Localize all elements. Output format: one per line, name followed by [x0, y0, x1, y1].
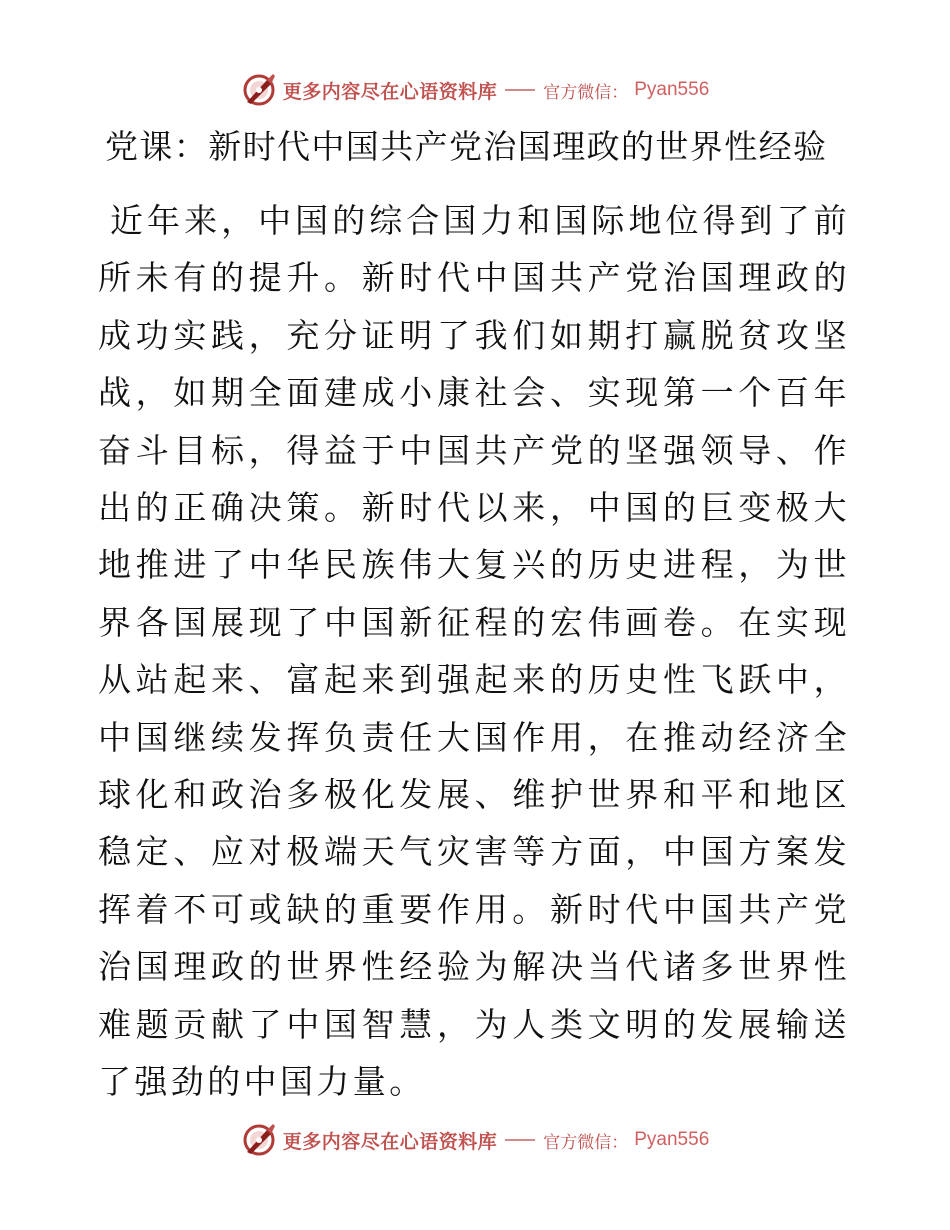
- document-paragraph: 近年来，中国的综合国力和国际地位得到了前所未有的提升。新时代中国共产党治国理政的成功实践，充分证明了我们如期打赢脱贫攻坚战，如期全面建成小康社会、实现第一个百年奋斗目标，得益于中国共产党的坚强领导、作出的正确决策。新时代以来，中国的巨变极大地推进了中华民族伟大复兴的历史进程，为世界各国展现了中国新征程的宏伟画卷。在实现从站起来、富起来到强起来的历史性飞跃中，中国继续发挥负责任大国作用，在推动经济全球化和政治多极化发展、维护世界和平和地区稳定、应对极端天气灾害等方面，中国方案发挥着不可或缺的重要作用。新时代中国共产党治国理政的世界性经验为解决当代诸多世界性难题贡献了中国智慧，为人类文明的发展输送了强劲的中国力量。: [98, 201, 850, 1102]
- quill-pen-logo-icon: [241, 72, 277, 108]
- quill-pen-logo-icon: [241, 1122, 277, 1158]
- document-title: 党课：新时代中国共产党治国理政的世界性经验: [105, 127, 828, 166]
- banner-wechat-account: Pyan556: [634, 79, 710, 100]
- banner-text: 更多内容尽在心语资料库: [282, 80, 498, 103]
- banner-divider: [505, 89, 535, 91]
- footer-banner: [0, 1120, 950, 1160]
- header-banner: [0, 70, 950, 110]
- banner-text: 更多内容尽在心语资料库: [282, 1130, 498, 1153]
- banner-wechat-label: 官方微信：: [543, 1132, 629, 1153]
- banner-wechat-label: 官方微信：: [543, 82, 629, 103]
- banner-divider: [505, 1139, 535, 1141]
- banner-wechat-account: Pyan556: [634, 1129, 710, 1150]
